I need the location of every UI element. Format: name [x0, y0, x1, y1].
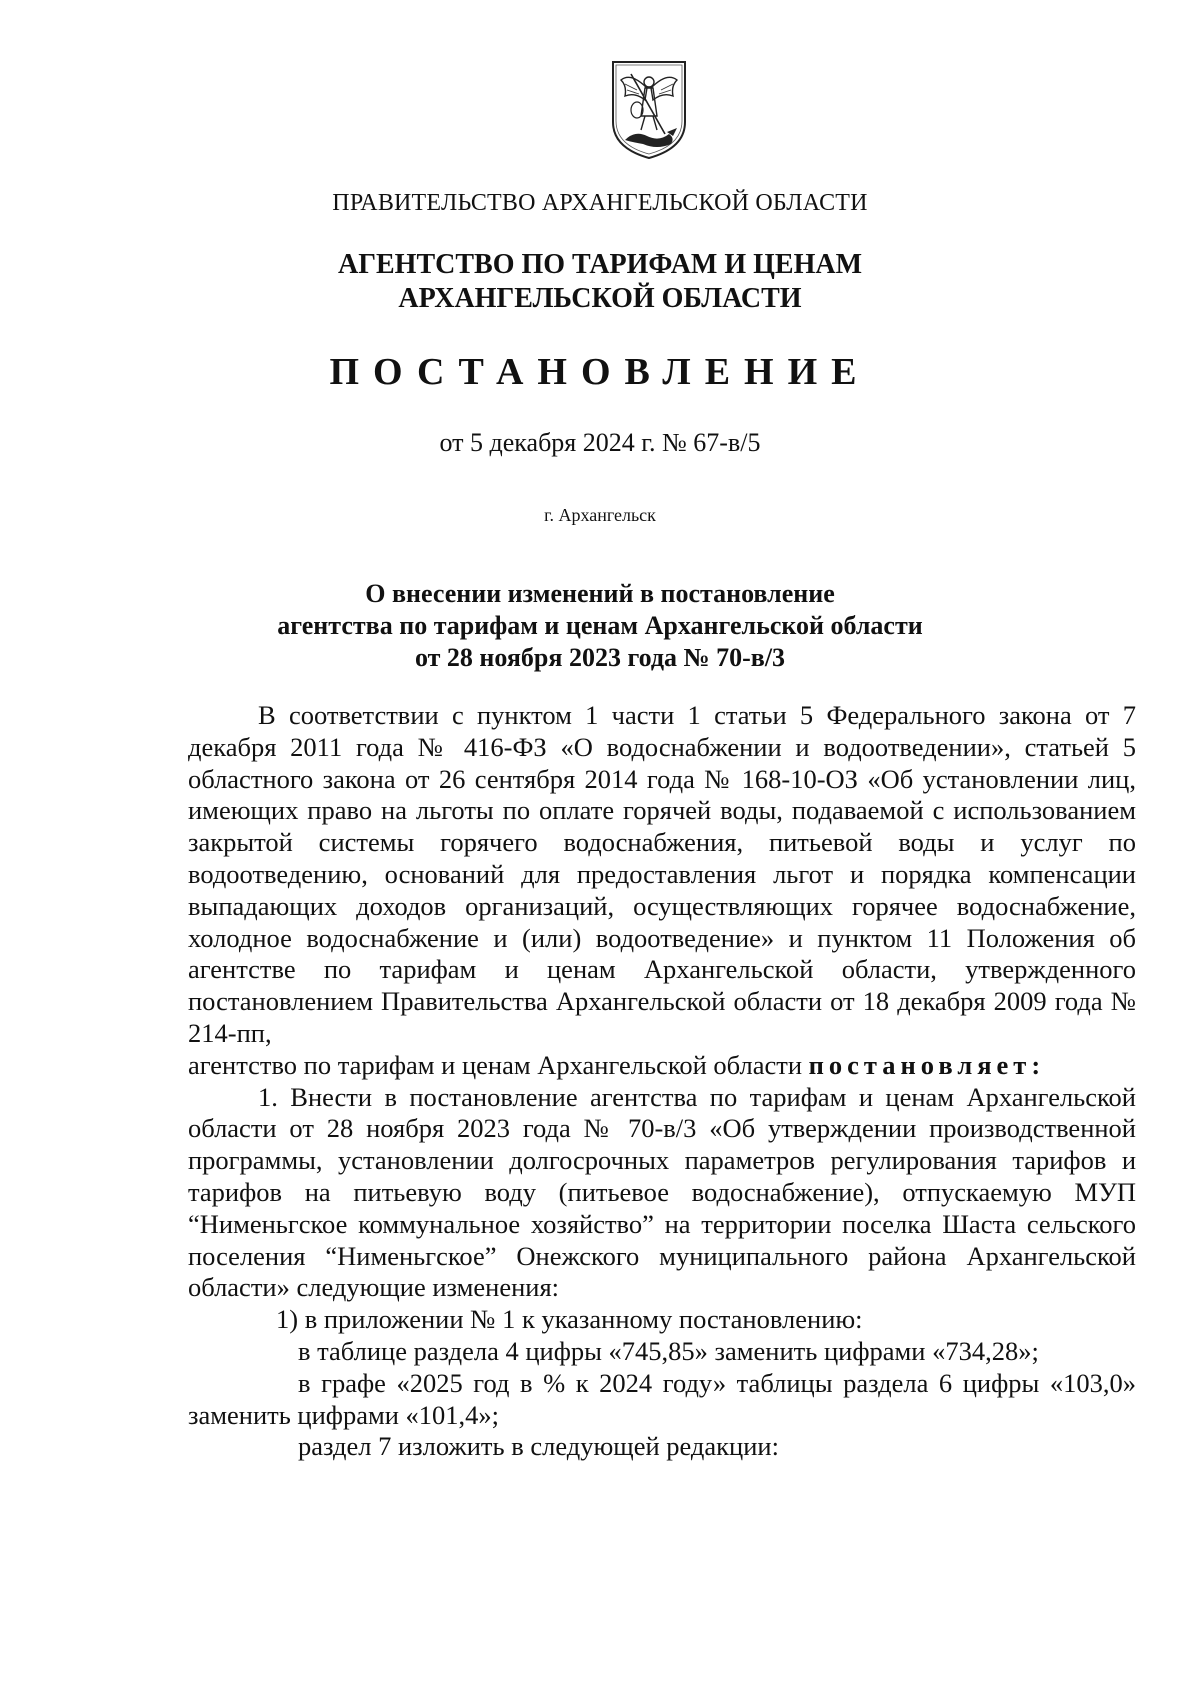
change-2: в графе «2025 год в % к 2024 году» таблицы раздела 6 цифры «103,0» заменить цифрами «101,4»; [188, 1367, 1136, 1430]
subject-line1: О внесении изменений в постановление [365, 579, 835, 608]
preamble-paragraph: В соответствии с пунктом 1 части 1 статьи 5 Федерального закона от 7 декабря 2011 года № 416-ФЗ «О водоснабжении и водоотведении», статьей 5 областного закона от 26 сентября 2014 года № 168-10-ОЗ «Об установлении лиц, имеющих право на льготы по оплате горячей воды, подаваемой с использованием закрытой системы горячего водоснабжения, питьевой воды и услуг по водоотведению, оснований для предоставления льгот и порядка компенсации выпадающих доходов организаций, осуществляющих горячее водоснабжение, холодное водоснабжение и (или) водоотведение» и пунктом 11 Положения об агентстве по тарифам и ценам Архангельской области, утвержденного постановлением Правительства Архангельской области от 18 декабря 2009 года № 214-пп, [188, 700, 1136, 1048]
decree-word: постановляет: [808, 1049, 1046, 1080]
government-name: ПРАВИТЕЛЬСТВО АРХАНГЕЛЬСКОЙ ОБЛАСТИ [332, 190, 868, 216]
document-subject [0, 578, 1200, 674]
subject-line2: агентства по тарифам и ценам Архангельской области [277, 611, 923, 640]
document-city: г. Архангельск [544, 505, 656, 525]
preamble-final-text: агентство по тарифам и ценам Архангельской области [188, 1049, 803, 1080]
agency-name-line2: АРХАНГЕЛЬСКОЙ ОБЛАСТИ [398, 283, 802, 314]
change-1: в таблице раздела 4 цифры «745,85» заменить цифрами «734,28»; [298, 1335, 1039, 1366]
document-type-heading: ПОСТАНОВЛЕНИЕ [329, 351, 871, 393]
agency-name-line1: АГЕНТСТВО ПО ТАРИФАМ И ЦЕНАМ [337, 249, 863, 280]
sub-item-1: 1) в приложении № 1 к указанному постановлению: [276, 1304, 863, 1335]
coat-of-arms-icon [607, 58, 691, 162]
agency-name [0, 248, 1200, 316]
document-body [188, 700, 1136, 1463]
document-date-number: от 5 декабря 2024 г. № 67-в/5 [439, 428, 761, 457]
change-3: раздел 7 изложить в следующей редакции: [298, 1431, 779, 1462]
preamble-final-line [188, 1050, 1136, 1082]
subject-line3: от 28 ноября 2023 года № 70-в/3 [414, 643, 786, 672]
item-1-paragraph: 1. Внести в постановление агентства по тарифам и ценам Архангельской области от 28 ноября 2023 года № 70-в/3 «Об утверждении производственной программы, установлении долгосрочных параметров регулирования тарифов и тарифов на питьевую воду (питьевое водоснабжение), отпускаемую МУП “Нименьгское коммунальное хозяйство” на территории поселка Шаста сельского поселения “Нименьгское” Онежского муниципального района Архангельской области» следующие изменения: [188, 1081, 1136, 1303]
